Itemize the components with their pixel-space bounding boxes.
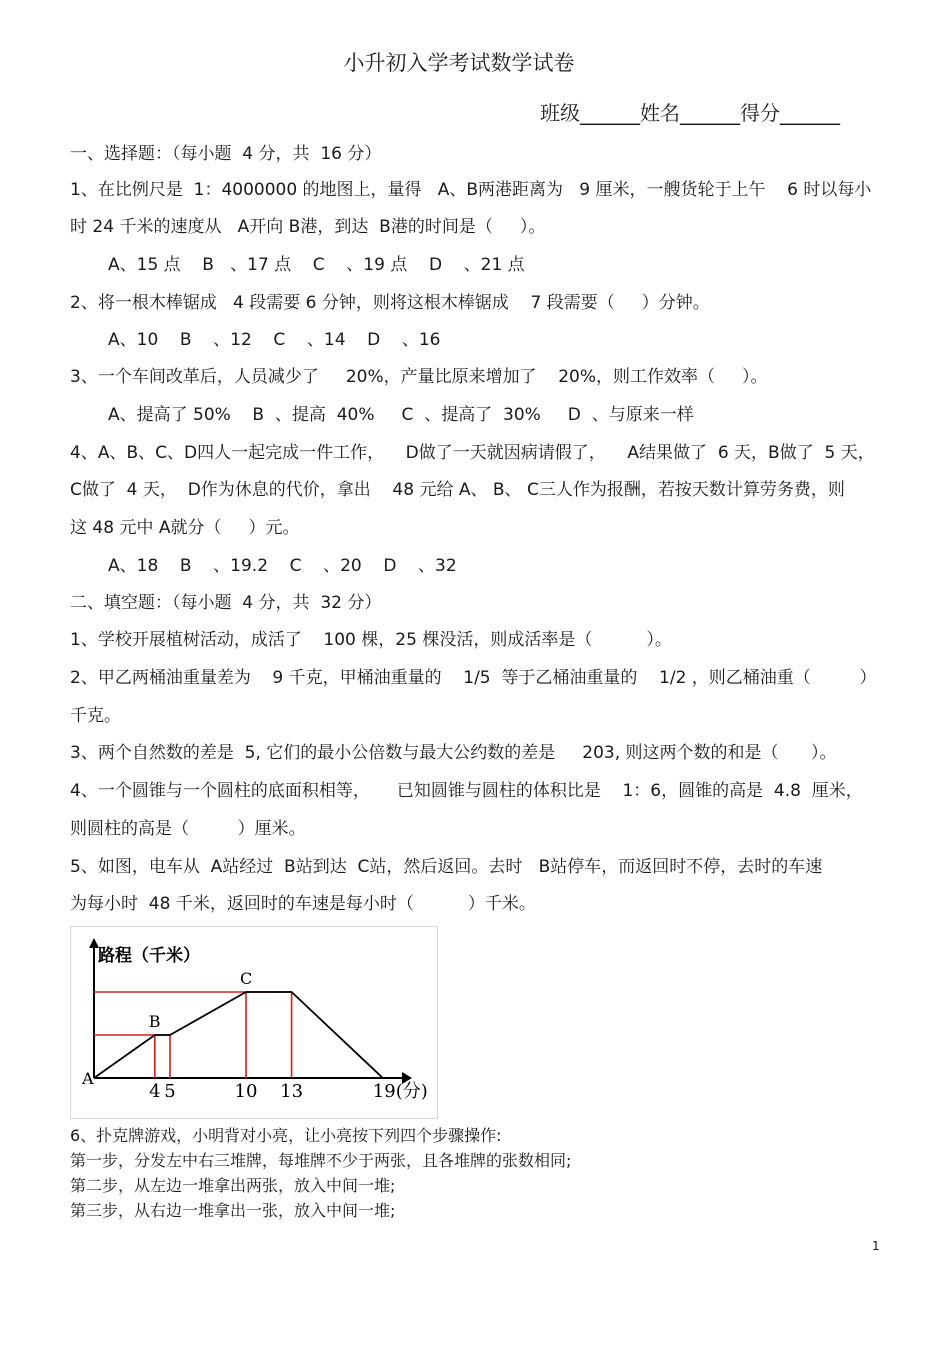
- student-info-header: 班级______姓名______得分______: [540, 101, 840, 125]
- s2-q6-step1: 第一步，分发左中右三堆牌，每堆牌不少于两张，且各堆牌的张数相同;: [70, 1151, 572, 1170]
- s2-q5-line2: 为每小时 48 千米，返回时的车速是每小时（ ）千米。: [70, 894, 536, 914]
- x-tick-label: 4: [149, 1081, 161, 1102]
- y-axis-label: 路程（千米）: [98, 946, 200, 966]
- s1-q3: 3、一个车间改革后，人员减少了 20%，产量比原来增加了 20%，则工作效率（ ）。: [70, 367, 768, 387]
- x-tick-label: 13: [280, 1081, 304, 1102]
- s1-q1-line1: 1、在比例尺是 1：4000000 的地图上，量得 A、B两港距离为 9 厘米，一艘货轮于上午 6 时以每小: [70, 180, 872, 200]
- point-label-a: A: [82, 1069, 94, 1088]
- page-title: 小升初入学考试数学试卷: [343, 51, 575, 75]
- s2-q4-line1: 4、一个圆锥与一个圆柱的底面积相等， 已知圆锥与圆柱的体积比是 1：6，圆锥的高是 4.8 厘米，: [70, 781, 863, 801]
- s2-q1: 1、学校开展植树活动，成活了 100 棵，25 棵没活，则成活率是（ ）。: [70, 630, 672, 650]
- distance-time-graph: [70, 926, 440, 1121]
- s1-q4-options: A、18 B 、19.2 C 、20 D 、32: [108, 556, 457, 576]
- page-number: 1: [872, 1239, 880, 1253]
- s1-q4-line2: C做了 4 天， D作为休息的代价，拿出 48 元给 A、 B、 C三人作为报酬，若按天数计算劳务费，则: [70, 480, 845, 500]
- section2-heading: 二、填空题：（每小题 4 分，共 32 分）: [70, 593, 382, 613]
- section1-heading: 一、选择题：（每小题 4 分，共 16 分）: [70, 144, 382, 164]
- s1-q2: 2、将一根木棒锯成 4 段需要 6 分钟，则将这根木棒锯成 7 段需要（ ）分钟。: [70, 293, 710, 313]
- s2-q6-step2: 第二步，从左边一堆拿出两张，放入中间一堆;: [70, 1176, 396, 1195]
- s2-q3: 3、两个自然数的差是 5, 它们的最小公倍数与最大公约数的差是 203, 则这两个数的和是（ ）。: [70, 743, 837, 763]
- s2-q2-line2: 千克。: [70, 706, 121, 726]
- s1-q4-line3: 这 48 元中 A就分（ ）元。: [70, 518, 300, 538]
- point-label-c: C: [240, 969, 253, 988]
- s1-q4-line1: 4、A、B、C、D四人一起完成一件工作， D做了一天就因病请假了， A结果做了 6 天，B做了 5 天，: [70, 443, 875, 463]
- x-tick-label: 5: [164, 1081, 176, 1102]
- point-label-b: B: [148, 1012, 161, 1031]
- s2-q4-line2: 则圆柱的高是（ ）厘米。: [70, 819, 306, 839]
- s1-q3-options: A、提高了 50% B 、提高 40% C 、提高了 30% D 、与原来一样: [108, 405, 694, 425]
- x-tick-label: 19(分): [372, 1081, 428, 1102]
- s2-q6-step3: 第三步，从右边一堆拿出一张，放入中间一堆;: [70, 1201, 396, 1220]
- s1-q2-options: A、10 B 、12 C 、14 D 、16: [108, 330, 441, 350]
- s1-q1-line2: 时 24 千米的速度从 A开向 B港，到达 B港的时间是（ ）。: [70, 217, 546, 237]
- x-tick-label: 10: [234, 1081, 258, 1102]
- s2-q6-line1: 6、扑克牌游戏，小明背对小亮，让小亮按下列四个步骤操作:: [70, 1126, 502, 1145]
- s2-q5-line1: 5、如图，电车从 A站经过 B站到达 C站，然后返回。去时 B站停车，而返回时不停，去时的车速: [70, 857, 823, 877]
- s1-q1-options: A、15 点 B 、17 点 C 、19 点 D 、21 点: [108, 255, 525, 275]
- s2-q2-line1: 2、甲乙两桶油重量差为 9 千克，甲桶油重量的 1/5 等于乙桶油重量的 1/2 ，则乙桶油重（ ）: [70, 668, 877, 688]
